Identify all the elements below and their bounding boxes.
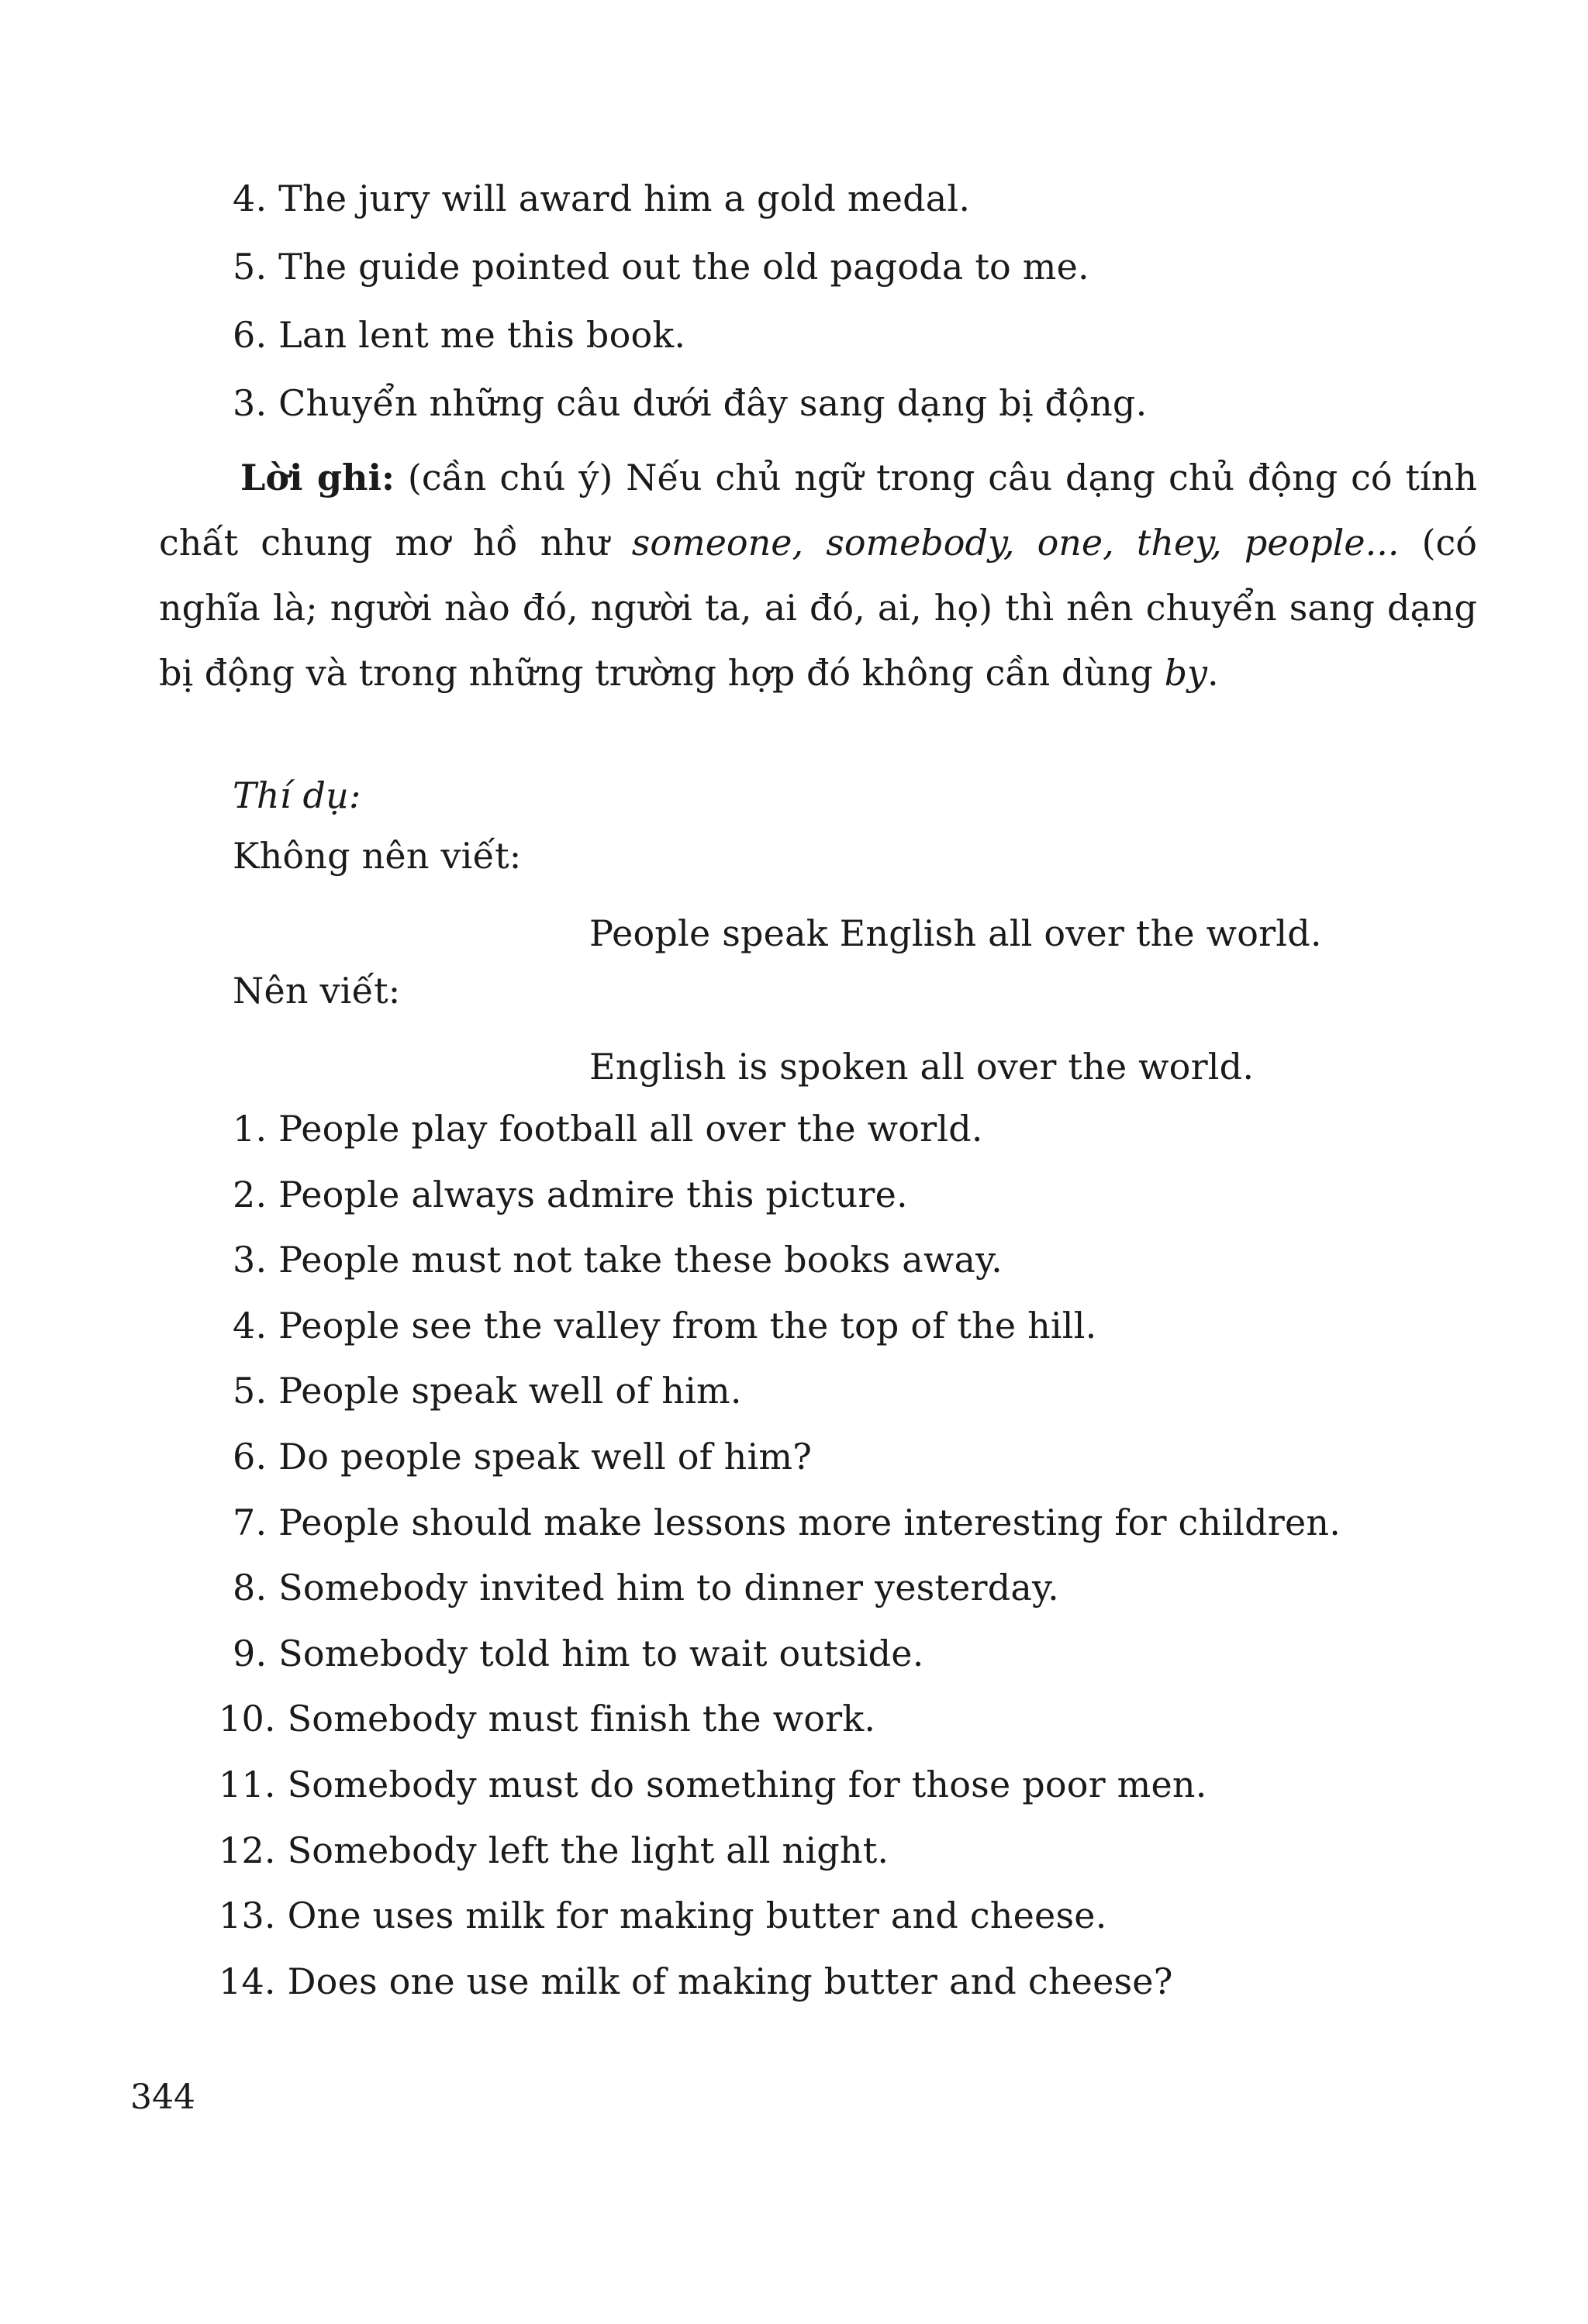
note-text-1: (cần chú ý) Nếu chủ ngữ trong câu dạng chủ động có tính chất chung mơ hồ như [159,457,1478,564]
item-text: One uses milk for making butter and cheese. [275,1895,1107,1936]
dont-write-label: Không nên viết: [233,835,522,877]
item-text: Does one use milk of making butter and cheese? [275,1960,1173,2002]
list-item [233,1302,1096,1349]
item-text: Somebody invited him to dinner yesterday. [267,1567,1059,1609]
item-text: People always admire this picture. [267,1174,908,1215]
note-by: by [1164,652,1208,694]
list-item [233,1367,742,1414]
item-number: 2. [233,1174,268,1215]
active-sentence: People speak English all over the world. [589,912,1322,954]
item-text: People speak well of him. [267,1370,742,1412]
item-text: People play football all over the world. [267,1108,983,1150]
item-number: 4. [233,1305,268,1346]
item-text: People must not take these books away. [267,1239,1003,1281]
item-number: 10. [219,1698,276,1740]
note-label: Lời ghi: [240,457,395,498]
item-number: 7. [233,1502,268,1543]
list-item [233,243,1089,290]
list-item [233,1105,983,1152]
item-text: Somebody must finish the work. [275,1698,876,1740]
list-item [219,1695,875,1742]
item-text: Somebody told him to wait outside. [267,1633,924,1674]
list-item [233,1433,812,1480]
item-text: Do people speak well of him? [267,1436,813,1477]
list-item [233,1499,1341,1546]
list-item [219,1892,1107,1939]
item-text: Somebody must do something for those poor men. [275,1764,1207,1805]
item-number: 3. [233,1239,268,1281]
item-number: 9. [233,1633,268,1674]
item-text: The guide pointed out the old pagoda to me. [267,246,1089,288]
note-paragraph [159,445,1477,705]
note-end: . [1207,652,1219,694]
list-item [233,1564,1059,1611]
do-write-label: Nên viết: [233,970,401,1012]
item-number: 13. [219,1895,276,1936]
list-item [233,1236,1003,1283]
list-item [233,175,970,222]
list-item [233,1171,908,1218]
item-number: 14. [219,1960,276,2002]
item-number: 5. [233,246,268,288]
note-examples: someone, somebody, one, they, people... [631,522,1400,564]
item-text: Somebody left the light all night. [275,1829,889,1871]
list-item [233,312,685,358]
item-text: The jury will award him a gold medal. [267,178,971,219]
item-number: 11. [219,1764,276,1805]
item-text: People see the valley from the top of the hill. [267,1305,1097,1346]
section-heading: 3. Chuyển những câu dưới đây sang dạng bị động. [233,382,1148,424]
item-number: 12. [219,1829,276,1871]
note-text-2: (có nghĩa là; người nào đó, người ta, ai đó, ai, họ) thì nên chuyển sang dạng bị động và trong những trường hợp đó không cần dùng [159,522,1478,694]
item-number: 4. [233,178,268,219]
item-text: Lan lent me this book. [267,314,686,356]
item-number: 5. [233,1370,268,1412]
item-text: People should make lessons more interesting for children. [267,1502,1341,1543]
example-label [233,772,361,819]
list-item [233,1630,924,1677]
example-label-text: Thí dụ: [233,774,361,816]
item-number: 6. [233,1436,268,1477]
item-number: 1. [233,1108,268,1150]
list-item [219,1827,889,1874]
list-item [219,1958,1173,2005]
passive-sentence: English is spoken all over the world. [589,1046,1255,1088]
page-number: 344 [130,2077,195,2117]
list-item [219,1761,1207,1808]
item-number: 6. [233,314,268,356]
item-number: 8. [233,1567,268,1609]
